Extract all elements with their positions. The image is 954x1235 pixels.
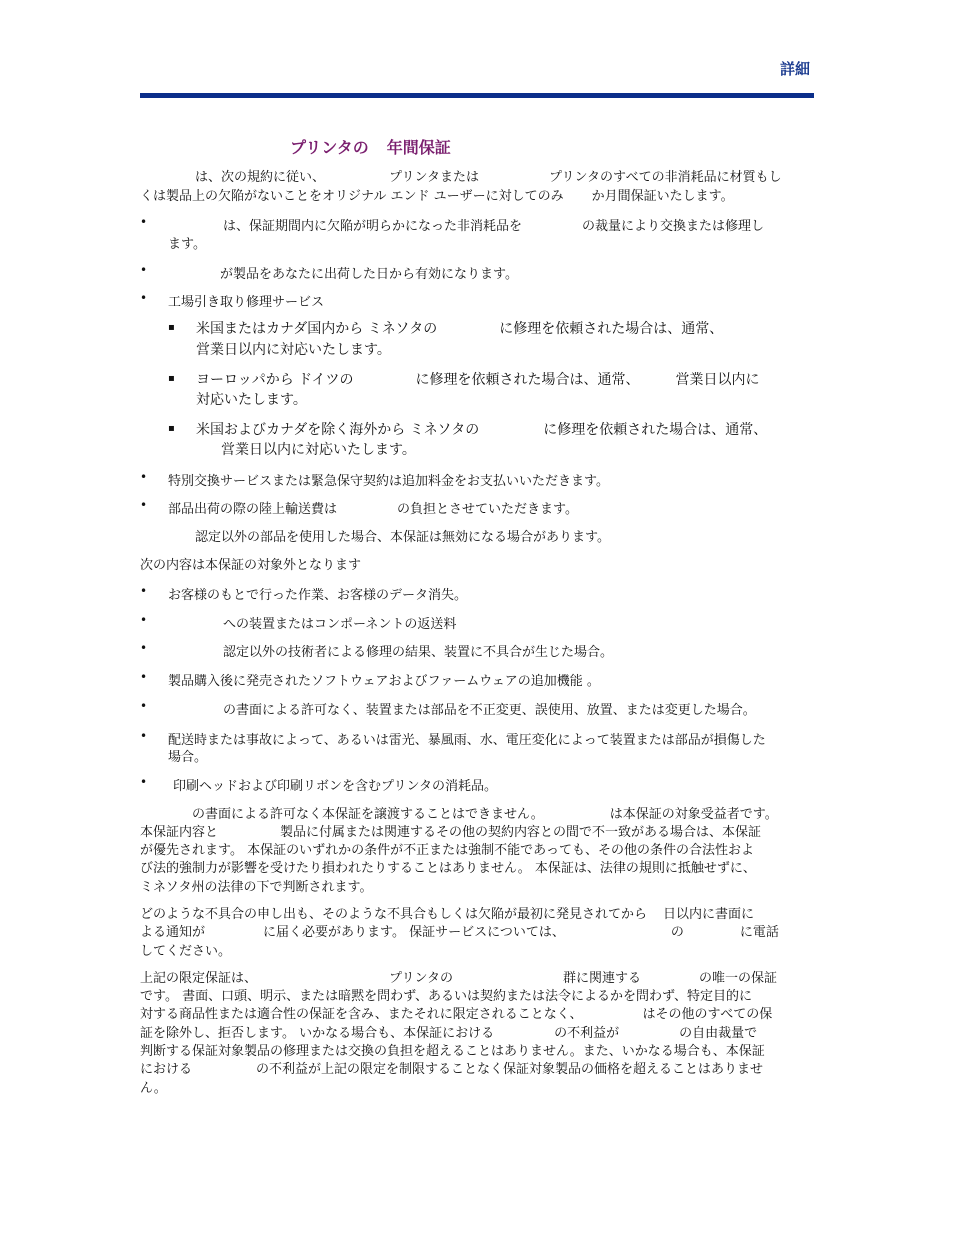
limited-part: はその他のすべての保 — [642, 1007, 773, 1022]
transfer-part: 本保証内容と — [140, 825, 219, 840]
bullet-text: 工場引き取り修理サービス — [168, 295, 325, 310]
transfer-part: 製品に付属または関連するその他の契約内容との間で不一致がある場合は、本保証 — [280, 825, 762, 840]
exclusion-item: 製品購入後に発売されたソフトウェアおよびファームウェアの追加機能 。 — [168, 674, 600, 689]
transfer-part: の書面による許可なく本保証を譲渡することはできません。 — [192, 807, 544, 822]
transfer-line — [140, 821, 761, 840]
bullet-icon: • — [140, 263, 148, 277]
limited-line — [140, 1022, 757, 1041]
bullet-text: が製品をあなたに出荷した日から有効になります。 — [220, 267, 518, 282]
square-bullet-icon: ▪ — [168, 373, 175, 384]
bullet-icon: • — [140, 498, 148, 512]
bullet-icon: • — [140, 470, 148, 484]
notice-part: よる通知が — [140, 925, 206, 940]
sub-bullet-part: 米国またはカナダ国内から ミネソタの — [196, 321, 438, 337]
bullet-text-part: の負担とさせていただきます。 — [397, 502, 578, 517]
limited-part: 群に関連する — [562, 971, 641, 986]
sub-bullet-part: 営業日以内に — [675, 372, 760, 388]
limited-part: の不利益が — [554, 1026, 620, 1041]
bullet-text-cont: ます。 — [168, 237, 206, 252]
bullet-icon: • — [140, 775, 148, 789]
sub-bullet-cont: 営業日以内に対応いたします。 — [221, 442, 416, 458]
exclusion-item-cont: 場合。 — [168, 750, 208, 765]
bullet-text-part: は、保証期間内に欠陥が明らかになった非消耗品を — [223, 219, 523, 234]
transfer-line: が優先されます。 本保証のいずれかの条件が不正または強制不能であっても、その他の条件の合法性およ — [140, 843, 754, 858]
exclusion-item: の書面による許可なく、装置または部品を不正変更、誤使用、放置、または変更した場合。 — [223, 703, 756, 718]
sub-bullet-part: に修理を依頼された場合は、通常、 — [499, 321, 724, 337]
square-bullet-icon: ▪ — [168, 423, 175, 434]
intro-line-2 — [140, 185, 734, 204]
bullet-icon: • — [140, 613, 148, 627]
sub-bullet-text — [196, 369, 759, 389]
certified-parts-note: 認定以外の部品を使用した場合、本保証は無効になる場合があります。 — [195, 530, 610, 545]
exclusion-item: 認定以外の技術者による修理の結果、装置に不具合が生じた場合。 — [223, 645, 614, 660]
title-part-2: 年間保証 — [386, 138, 451, 157]
bullet-text-part: 部品出荷の際の陸上輸送費は — [168, 502, 338, 517]
bullet-text — [168, 498, 578, 517]
bullet-icon: • — [140, 729, 148, 743]
bullet-icon: • — [140, 215, 148, 229]
intro-text: プリンタのすべての非消耗品に材質もし — [548, 170, 782, 185]
notice-part: に届く必要があります。 保証サービスについては、 — [263, 925, 565, 940]
limited-part: における — [140, 1062, 193, 1077]
sub-bullet-part: 米国およびカナダを除く海外から ミネソタの — [196, 422, 480, 438]
exclusion-item: 配送時または事故によって、あるいは雷光、暴風雨、水、電圧変化によって装置または部品が損傷した — [168, 733, 766, 748]
notice-line — [140, 921, 779, 940]
limited-line — [140, 1003, 772, 1022]
bullet-icon: • — [140, 641, 148, 655]
intro-text: くは製品上の欠陥がないことをオリジナル エンド ユーザーに対してのみ — [140, 189, 564, 204]
notice-line: してください。 — [140, 944, 232, 959]
bullet-icon: • — [140, 584, 148, 598]
exclusion-item: 印刷ヘッドおよび印刷リボンを含むプリンタの消耗品。 — [173, 779, 497, 794]
sub-bullet-part: ヨーロッパから ドイツの — [196, 372, 354, 388]
transfer-line: ミネソタ州の法律の下で判断されます。 — [140, 880, 373, 895]
limited-line: ん。 — [140, 1081, 167, 1096]
limited-part: 証を除外し、拒否します。 いかなる場合も、本保証における — [140, 1026, 495, 1041]
bullet-text — [223, 215, 764, 234]
intro-text: プリンタまたは — [389, 170, 479, 185]
bullet-text: 特別交換サービスまたは緊急保守契約は追加料金をお支払いいただきます。 — [168, 474, 609, 489]
limited-line: 判断する保証対象製品の修理または交換の負担を超えることはありません。また、いかなる場合も、本保証 — [140, 1044, 765, 1059]
sub-bullet-part: に修理を依頼された場合は、通常、 — [543, 422, 768, 438]
notice-part: どのような不具合の申し出も、そのような不具合もしくは欠陥が最初に発見されてから — [140, 907, 648, 922]
notice-part: の — [670, 925, 684, 940]
transfer-line — [192, 803, 778, 822]
intro-line-1 — [195, 166, 782, 185]
limited-line — [140, 967, 777, 986]
limited-part: 上記の限定保証は、 — [140, 971, 258, 986]
bullet-icon: • — [140, 699, 148, 713]
limited-part: の不利益が上記の限定を制限することなく保証対象製品の価格を超えることはありませ — [256, 1062, 764, 1077]
notice-part: に電話 — [739, 925, 779, 940]
limited-part: の自由裁量で — [679, 1026, 758, 1041]
page-title — [290, 135, 451, 158]
exclusions-heading: 次の内容は本保証の対象外となります — [140, 558, 362, 573]
notice-part: 日以内に書面に — [663, 907, 755, 922]
sub-bullet-text — [196, 318, 723, 338]
square-bullet-icon: ▪ — [168, 322, 175, 333]
transfer-part: は本保証の対象受益者です。 — [609, 807, 778, 822]
limited-line — [140, 1058, 763, 1077]
bullet-icon: • — [140, 670, 148, 684]
bullet-icon: • — [140, 291, 148, 305]
intro-text: は、次の規約に従い、 — [195, 170, 326, 185]
transfer-line: び法的強制力が影響を受けたり損われたりすることはありません。 本保証は、法律の規則に抵触せずに、 — [140, 861, 756, 876]
limited-part: プリンタの — [389, 971, 453, 986]
sub-bullet-text — [196, 419, 767, 439]
exclusion-item: への装置またはコンポーネントの返送料 — [223, 617, 457, 632]
limited-part: の唯一の保証 — [699, 971, 778, 986]
limited-line: です。 書面、口頭、明示、または暗黙を問わず、あるいは契約または法令によるかを問わず、特定目的に — [140, 989, 753, 1004]
sub-bullet-part: に修理を依頼された場合は、通常、 — [415, 372, 640, 388]
exclusion-item: お客様のもとで行った作業、お客様のデータ消失。 — [168, 588, 468, 603]
sub-bullet-cont: 営業日以内に対応いたします。 — [196, 342, 391, 358]
section-header-label: 詳細 — [780, 60, 811, 78]
limited-part: 対する商品性または適合性の保証を含み、またそれに限定されることなく、 — [140, 1007, 583, 1022]
title-part-1: プリンタの — [290, 138, 369, 157]
notice-line — [140, 903, 754, 922]
sub-bullet-cont: 対応いたします。 — [196, 392, 307, 408]
intro-text: か月間保証いたします。 — [591, 189, 734, 204]
header-rule — [140, 93, 814, 98]
bullet-text-part: の裁量により交換または修理し — [582, 219, 765, 234]
